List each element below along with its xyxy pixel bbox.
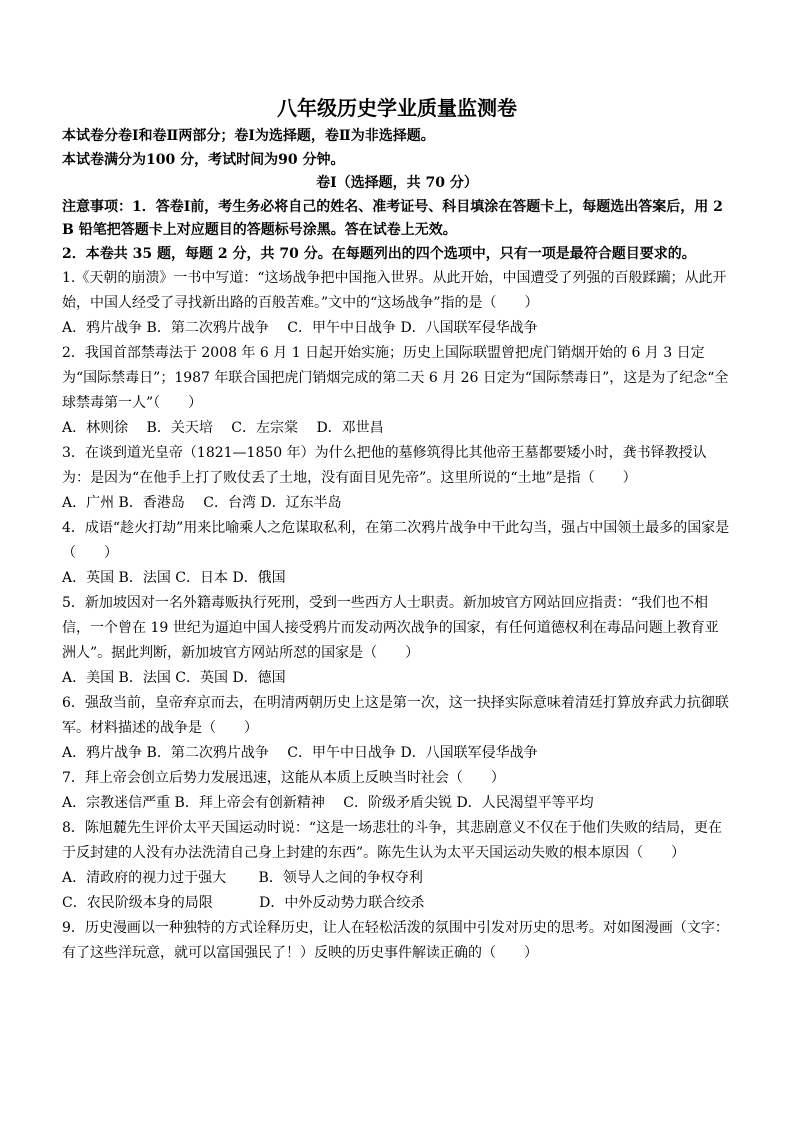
question-options: A．鸦片战争 B．第二次鸦片战争 C．甲午中日战争 D．八国联军侵华战争 (62, 320, 538, 336)
question-stem: 1.《天朝的崩溃》一书中写道：“这场战争把中国拖入世界。从此开始，中国遭受了列强的百般蹂躏；从此开始，中国人经受了寻找新出路的百般苦难。”文中的“这场战争”指的是（ ） (62, 270, 727, 311)
question-1 (62, 266, 732, 341)
question-options: A．英国 B．法国 C．日本 D．俄国 (62, 570, 286, 586)
section-title: 卷Ⅰ（选择题，共 70 分） (316, 175, 478, 191)
notes-line-2: 2．本卷共 35 题，每题 2 分，共 70 分。在每题列出的四个选项中，只有一项是最符合题目要求的。 (62, 245, 696, 262)
question-7 (62, 766, 732, 816)
header-line-1: 本试卷分卷Ⅰ和卷Ⅱ两部分；卷Ⅰ为选择题，卷Ⅱ为非选择题。 (62, 128, 435, 144)
question-stem: 9．历史漫画以一种独特的方式诠释历史，让人在轻松活泼的氛围中引发对历史的思考。对如图漫画（文字：有了这些洋玩意，就可以富国强民了！）反映的历史事件解读正确的（ ） (62, 920, 729, 961)
question-options: C．农民阶级本身的局限 D．中外反动势力联合绞杀 (62, 895, 425, 911)
question-options: A．林则徐 B．关天培 C．左宗棠 D．邓世昌 (62, 420, 384, 436)
question-4 (62, 516, 732, 591)
question-5 (62, 591, 732, 691)
question-stem: 3．在谈到道光皇帝（1821—1850 年）为什么把他的墓修筑得比其他帝王墓都要矮小时，龚书铎教授认为：是因为“在他手上打了败仗丢了土地，没有面目见先帝”。这里所说的“土地”是指（ ） (62, 445, 707, 486)
question-6 (62, 691, 732, 766)
question-9 (62, 916, 732, 966)
question-2 (62, 341, 732, 441)
question-3 (62, 441, 732, 516)
question-list (62, 266, 732, 966)
page-title: 八年级历史学业质量监测卷 (277, 96, 517, 120)
question-options: A．广州 B．香港岛 C．台湾 D．辽东半岛 (62, 495, 342, 511)
question-stem: 7．拜上帝会创立后势力发展迅速，这能从本质上反映当时社会（ ） (62, 770, 505, 786)
question-options: A．清政府的视力过于强大 B．领导人之间的争权夺利 (62, 870, 423, 886)
question-options: A．美国 B．法国 C．英国 D．德国 (62, 670, 286, 686)
question-options: A．鸦片战争 B．第二次鸦片战争 C．甲午中日战争 D．八国联军侵华战争 (62, 745, 538, 761)
header-line-2: 本试卷满分为100 分，考试时间为90 分钟。 (62, 151, 345, 168)
question-stem: 6．强敌当前，皇帝弃京而去，在明清两朝历史上这是第一次，这一抉择实际意味着清廷打算放弃武力抗御联军。材料描述的战争是（ ） (62, 695, 729, 736)
question-stem: 5．新加坡因对一名外籍毒贩执行死刑，受到一些西方人士职责。新加坡官方网站回应指责：“我们也不相信，一个曾在 19 世纪为逼迫中国人接受鸦片而发动两次战争的国家，有任何道德权利在毒品问题上教育亚洲人”。据此判断，新加坡官方网站所怼的国家是（ ） (62, 595, 719, 661)
question-stem: 4．成语“趁火打劫”用来比喻乘人之危谋取私利，在第二次鸦片战争中干此勾当，强占中国领土最多的国家是（ ） (62, 520, 730, 561)
notes-line-1: 注意事项：1．答卷Ⅰ前，考生务必将自己的姓名、准考证号、科目填涂在答题卡上，每题选出答案后，用 2B 铅笔把答题卡上对应题目的答题标号涂黑。答在试卷上无效。 (62, 198, 723, 238)
exam-page (62, 94, 732, 966)
question-stem: 8．陈旭麓先生评价太平天国运动时说：“这是一场悲壮的斗争，其悲剧意义不仅在于他们失败的结局，更在于反封建的人没有办法洗清自己身上封建的东西”。陈先生认为太平天国运动失败的根本原因（ ） (62, 820, 723, 861)
question-stem: 2．我国首部禁毒法于 2008 年 6 月 1 日起开始实施；历史上国际联盟曾把虎门销烟开始的 6 月 3 日定为“国际禁毒日”；1987 年联合国把虎门销烟完成的第二天 6 月 26 日定为“国际禁毒日”，这是为了纪念“全球禁毒第一人”（ ） (62, 345, 729, 411)
question-8 (62, 816, 732, 916)
question-options: A．宗教迷信严重 B．拜上帝会有创新精神 C．阶级矛盾尖锐 D．人民渴望平等平均 (62, 795, 594, 811)
